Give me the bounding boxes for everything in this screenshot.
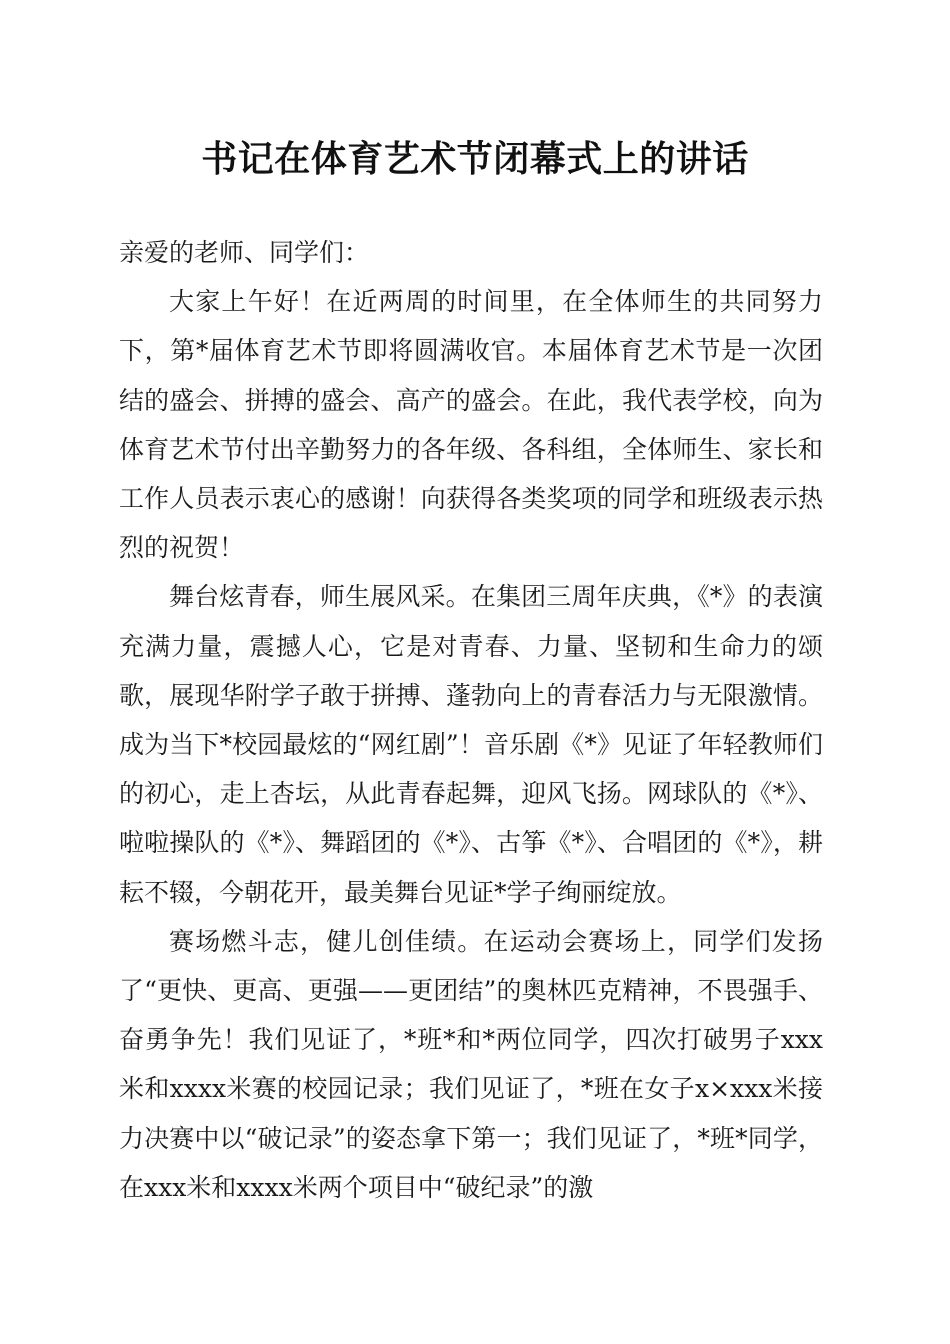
document-title: 书记在体育艺术节闭幕式上的讲话: [201, 138, 749, 180]
paragraph-stage-performances: 舞台炫青春，师生展风采。在集团三周年庆典，《*》的表演充满力量，震撼人心，它是对青春、力量、坚韧和生命力的颂歌，展现华附学子敢于拼搏、蓬勃向上的青春活力与无限激情。成为当下*校园最炫的“网红剧”！音乐剧《*》见证了年轻教师们的初心，走上杏坛，从此青春起舞，迎风飞扬。网球队的《*》、啦啦操队的《*》、舞蹈团的《*》、古筝《*》、合唱团的《*》，耕耘不辍，今朝花开，最美舞台见证*学子绚丽绽放。: [119, 582, 823, 907]
document-body: [119, 228, 823, 1212]
paragraph-sports-achievements: 赛场燃斗志，健儿创佳绩。在运动会赛场上，同学们发扬了“更快、更高、更强——更团结”的奥林匹克精神，不畏强手、奋勇争先！我们见证了，*班*和*两位同学，四次打破男子xxx米和xxxx米赛的校园记录；我们见证了，*班在女子x×xxx米接力决赛中以“破记录”的姿态拿下第一；我们见证了，*班*同学，在xxx米和xxxx米两个项目中“破纪录”的激: [119, 926, 823, 1202]
salutation: 亲爱的老师、同学们：: [119, 238, 370, 267]
paragraph-greeting: 大家上午好！在近两周的时间里，在全体师生的共同努力下，第*届体育艺术节即将圆满收官。本届体育艺术节是一次团结的盛会、拼搏的盛会、高产的盛会。在此，我代表学校，向为体育艺术节付出辛勤努力的各年级、各科组，全体师生、家长和工作人员表示衷心的感谢！向获得各类奖项的同学和班级表示热烈的祝贺！: [119, 287, 823, 563]
